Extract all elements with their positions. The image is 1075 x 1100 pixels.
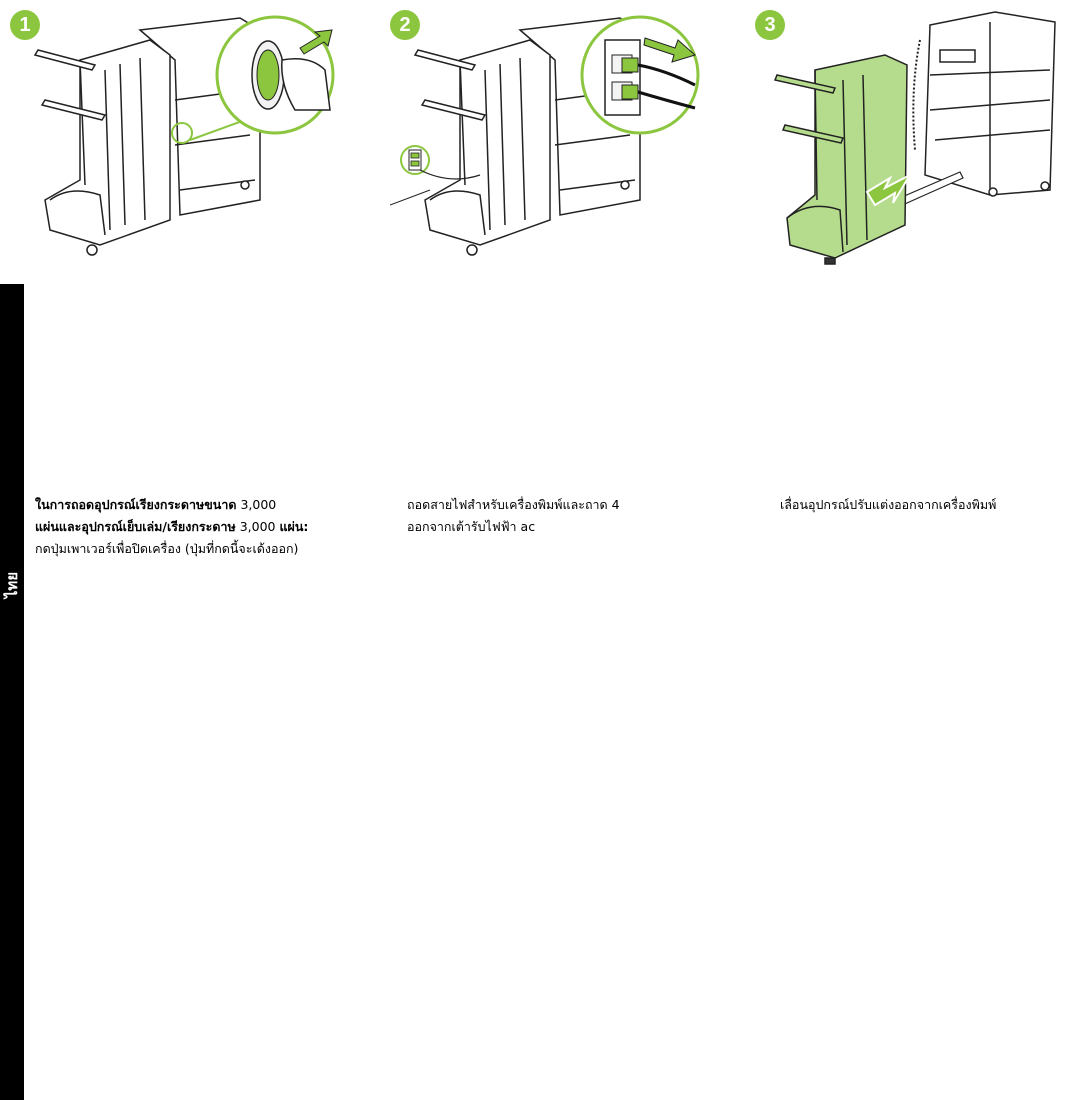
step-1-number-badge: 1 (10, 10, 40, 40)
step-1-heading-line2 (35, 516, 365, 538)
step-1-heading-part3: แผ่น: (279, 519, 309, 534)
language-tab (0, 284, 24, 1100)
step-1-body: กดปุ่มเพาเวอร์เพื่อปิดเครื่อง (ปุ่มที่กดนี้จะเด้งออก) (35, 541, 299, 556)
step-3-number-badge: 3 (755, 10, 785, 40)
step-3 (755, 0, 1065, 270)
language-tab-label: ไทย (3, 571, 22, 599)
step-3-illustration (755, 0, 1065, 270)
step-1-text (35, 494, 365, 560)
step-2 (390, 0, 730, 270)
step-1 (10, 0, 350, 270)
step-1-heading-part1: ในการถอดอุปกรณ์เรียงกระดาษขนาด (35, 497, 237, 512)
step-2-illustration (390, 0, 730, 270)
step-2-line1: ถอดสายไฟสำหรับเครื่องพิมพ์และถาด 4 (407, 497, 620, 512)
step-1-heading-part2: แผ่นและอุปกรณ์เย็บเล่ม/เรียงกระดาษ (35, 519, 236, 534)
step-3-text (780, 494, 1070, 516)
language-tab-label-wrap (0, 540, 24, 630)
step-2-text (407, 494, 737, 538)
step-1-heading-line1 (35, 494, 365, 516)
step-1-heading-value1: 3,000 (240, 497, 277, 512)
step-1-illustration (10, 0, 350, 270)
step-3-line1: เลื่อนอุปกรณ์ปรับแต่งออกจากเครื่องพิมพ์ (780, 497, 997, 512)
step-2-number-badge: 2 (390, 10, 420, 40)
step-1-heading-value2: 3,000 (239, 519, 276, 534)
step-2-line2: ออกจากเต้ารับไฟฟ้า ac (407, 519, 536, 534)
